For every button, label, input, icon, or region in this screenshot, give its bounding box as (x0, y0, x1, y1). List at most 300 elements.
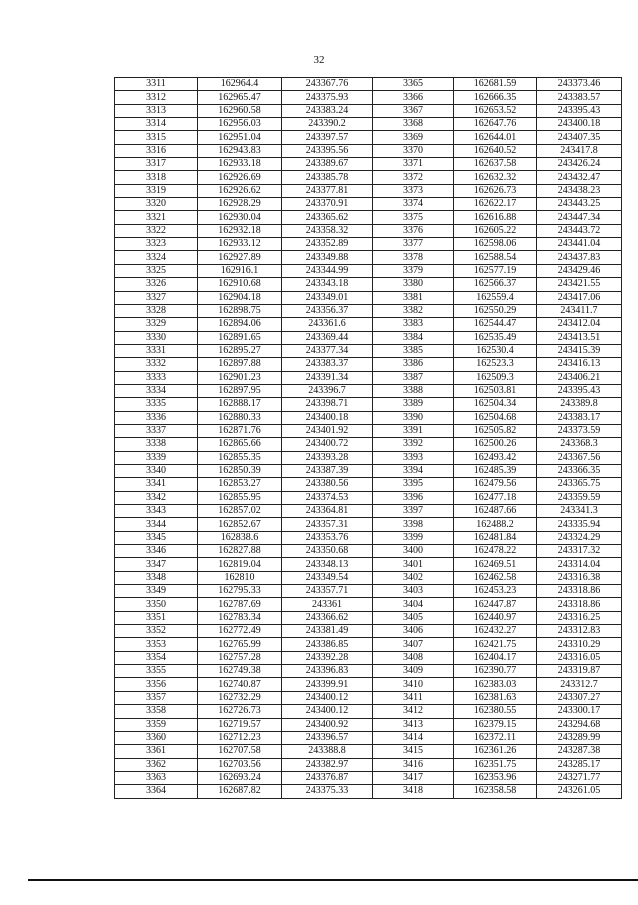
table-cell: 243412.04 (537, 318, 622, 331)
table-cell: 162432.27 (454, 625, 537, 638)
table-cell: 243318.86 (537, 585, 622, 598)
table-cell: 162616.88 (454, 211, 537, 224)
table-cell: 3418 (373, 785, 454, 798)
table-cell: 162895.27 (198, 344, 282, 357)
table-cell: 162880.33 (198, 411, 282, 424)
table-cell: 162910.68 (198, 278, 282, 291)
table-cell: 162666.35 (454, 91, 537, 104)
table-cell: 243349.88 (282, 251, 373, 264)
table-cell: 3387 (373, 371, 454, 384)
table-row (115, 118, 622, 131)
table-cell: 162681.59 (454, 78, 537, 91)
table-cell: 243377.34 (282, 344, 373, 357)
table-cell: 162640.52 (454, 144, 537, 157)
footer-rule (28, 879, 638, 881)
table-cell: 243349.54 (282, 571, 373, 584)
table-cell: 243374.53 (282, 491, 373, 504)
table-cell: 243391.34 (282, 371, 373, 384)
table-cell: 3338 (115, 438, 198, 451)
table-cell: 243401.92 (282, 424, 373, 437)
table-row (115, 585, 622, 598)
table-row (115, 371, 622, 384)
table-cell: 3360 (115, 731, 198, 744)
table-cell: 162888.17 (198, 398, 282, 411)
table-cell: 162598.06 (454, 238, 537, 251)
table-cell: 162653.52 (454, 104, 537, 117)
table-cell: 162469.51 (454, 558, 537, 571)
table-cell: 243429.46 (537, 264, 622, 277)
table-cell: 243335.94 (537, 518, 622, 531)
table-row (115, 745, 622, 758)
table-cell: 243300.17 (537, 705, 622, 718)
table-cell: 3407 (373, 638, 454, 651)
table-cell: 243271.77 (537, 771, 622, 784)
table-cell: 3319 (115, 184, 198, 197)
table-cell: 243358.32 (282, 224, 373, 237)
table-cell: 243400.72 (282, 438, 373, 451)
table-cell: 243400.18 (282, 411, 373, 424)
table-cell: 162383.03 (454, 678, 537, 691)
table-cell: 3342 (115, 491, 198, 504)
table-cell: 243381.49 (282, 625, 373, 638)
table-cell: 3323 (115, 238, 198, 251)
table-cell: 162707.58 (198, 745, 282, 758)
table-cell: 3352 (115, 625, 198, 638)
table-cell: 162850.39 (198, 464, 282, 477)
table-cell: 243438.23 (537, 184, 622, 197)
table-cell: 3344 (115, 518, 198, 531)
table-cell: 3359 (115, 718, 198, 731)
table-cell: 243370.91 (282, 198, 373, 211)
table-cell: 162453.23 (454, 585, 537, 598)
table-cell: 3393 (373, 451, 454, 464)
table-row (115, 104, 622, 117)
table-cell: 162757.28 (198, 651, 282, 664)
table-cell: 162509.3 (454, 371, 537, 384)
table-cell: 3343 (115, 505, 198, 518)
table-cell: 162493.42 (454, 451, 537, 464)
table-row (115, 758, 622, 771)
table-row (115, 198, 622, 211)
table-cell: 162644.01 (454, 131, 537, 144)
table-cell: 3370 (373, 144, 454, 157)
table-cell: 243437.83 (537, 251, 622, 264)
table-cell: 3413 (373, 718, 454, 731)
table-cell: 162605.22 (454, 224, 537, 237)
table-cell: 243316.05 (537, 651, 622, 664)
table-cell: 162956.03 (198, 118, 282, 131)
table-cell: 243415.39 (537, 344, 622, 357)
table-cell: 162351.75 (454, 758, 537, 771)
table-row (115, 398, 622, 411)
table-cell: 162926.62 (198, 184, 282, 197)
table-row (115, 144, 622, 157)
table-cell: 243312.7 (537, 678, 622, 691)
table-cell: 3318 (115, 171, 198, 184)
table-cell: 162855.35 (198, 451, 282, 464)
table-cell: 3361 (115, 745, 198, 758)
table-cell: 3346 (115, 545, 198, 558)
table-cell: 3408 (373, 651, 454, 664)
table-cell: 243287.38 (537, 745, 622, 758)
table-row (115, 785, 622, 798)
table-cell: 3322 (115, 224, 198, 237)
table-cell: 162478.22 (454, 545, 537, 558)
table-cell: 3388 (373, 384, 454, 397)
table-cell: 162772.49 (198, 625, 282, 638)
table-cell: 243375.93 (282, 91, 373, 104)
table-cell: 162795.33 (198, 585, 282, 598)
table-cell: 162379.15 (454, 718, 537, 731)
table-row (115, 638, 622, 651)
table-row (115, 705, 622, 718)
table-cell: 3317 (115, 158, 198, 171)
table-cell: 3369 (373, 131, 454, 144)
table-cell: 162481.84 (454, 531, 537, 544)
table-cell: 243399.91 (282, 678, 373, 691)
table-cell: 162965.47 (198, 91, 282, 104)
table-cell: 162951.04 (198, 131, 282, 144)
table-cell: 3411 (373, 691, 454, 704)
table-cell: 243344.99 (282, 264, 373, 277)
table-cell: 162932.18 (198, 224, 282, 237)
table-cell: 243400.92 (282, 718, 373, 731)
table-cell: 3329 (115, 318, 198, 331)
table-cell: 162904.18 (198, 291, 282, 304)
table-cell: 243432.47 (537, 171, 622, 184)
table-cell: 162930.04 (198, 211, 282, 224)
table-cell: 162353.96 (454, 771, 537, 784)
table-cell: 3365 (373, 78, 454, 91)
table-cell: 243382.97 (282, 758, 373, 771)
table-cell: 162960.58 (198, 104, 282, 117)
table-cell: 3405 (373, 611, 454, 624)
table-cell: 162810 (198, 571, 282, 584)
table-cell: 3385 (373, 344, 454, 357)
table-cell: 162504.68 (454, 411, 537, 424)
table-cell: 162361.26 (454, 745, 537, 758)
table-cell: 162871.76 (198, 424, 282, 437)
table-cell: 243447.34 (537, 211, 622, 224)
table-row (115, 318, 622, 331)
table-cell: 243317.32 (537, 545, 622, 558)
table-cell: 243396.57 (282, 731, 373, 744)
table-row (115, 665, 622, 678)
table-cell: 3381 (373, 291, 454, 304)
table-row (115, 158, 622, 171)
table-cell: 243411.7 (537, 304, 622, 317)
table-cell: 162637.58 (454, 158, 537, 171)
table-cell: 243361 (282, 598, 373, 611)
table-cell: 243316.25 (537, 611, 622, 624)
table-cell: 162421.75 (454, 638, 537, 651)
table-cell: 3416 (373, 758, 454, 771)
table-row (115, 304, 622, 317)
table-cell: 162891.65 (198, 331, 282, 344)
table-cell: 3364 (115, 785, 198, 798)
table-row (115, 598, 622, 611)
table-cell: 3398 (373, 518, 454, 531)
table-cell: 3312 (115, 91, 198, 104)
table-row (115, 518, 622, 531)
table-cell: 3410 (373, 678, 454, 691)
table-cell: 243443.25 (537, 198, 622, 211)
table-cell: 243285.17 (537, 758, 622, 771)
table-row (115, 731, 622, 744)
table-row (115, 678, 622, 691)
table-cell: 162897.95 (198, 384, 282, 397)
table-cell: 162577.19 (454, 264, 537, 277)
table-cell: 162530.4 (454, 344, 537, 357)
table-cell: 162390.77 (454, 665, 537, 678)
table-cell: 162787.69 (198, 598, 282, 611)
table-cell: 3321 (115, 211, 198, 224)
table-cell: 162732.29 (198, 691, 282, 704)
table-cell: 3349 (115, 585, 198, 598)
table-cell: 3400 (373, 545, 454, 558)
table-cell: 3373 (373, 184, 454, 197)
table-cell: 243386.85 (282, 638, 373, 651)
table-cell: 3356 (115, 678, 198, 691)
table-cell: 3390 (373, 411, 454, 424)
table-cell: 3326 (115, 278, 198, 291)
table-cell: 243357.31 (282, 518, 373, 531)
table-cell: 3403 (373, 585, 454, 598)
table-row (115, 571, 622, 584)
table-cell: 162626.73 (454, 184, 537, 197)
table-cell: 3320 (115, 198, 198, 211)
table-cell: 162440.97 (454, 611, 537, 624)
table-cell: 162487.66 (454, 505, 537, 518)
table-cell: 162566.37 (454, 278, 537, 291)
table-cell: 243380.56 (282, 478, 373, 491)
table-cell: 162485.39 (454, 464, 537, 477)
table-cell: 243373.59 (537, 424, 622, 437)
table-row (115, 251, 622, 264)
table-cell: 243383.37 (282, 358, 373, 371)
table-cell: 162783.34 (198, 611, 282, 624)
table-cell: 3328 (115, 304, 198, 317)
table-cell: 3412 (373, 705, 454, 718)
table-cell: 243397.57 (282, 131, 373, 144)
table-cell: 243407.35 (537, 131, 622, 144)
table-cell: 3374 (373, 198, 454, 211)
table-cell: 3335 (115, 398, 198, 411)
table-cell: 243349.01 (282, 291, 373, 304)
table-cell: 243416.13 (537, 358, 622, 371)
table-cell: 243443.72 (537, 224, 622, 237)
table-cell: 243398.71 (282, 398, 373, 411)
coordinates-table-body (115, 78, 622, 799)
table-cell: 3330 (115, 331, 198, 344)
table-cell: 243383.57 (537, 91, 622, 104)
table-cell: 162865.66 (198, 438, 282, 451)
table-cell: 243367.76 (282, 78, 373, 91)
table-cell: 243389.67 (282, 158, 373, 171)
table-cell: 3339 (115, 451, 198, 464)
table-row (115, 611, 622, 624)
table-row (115, 344, 622, 357)
table-cell: 162504.34 (454, 398, 537, 411)
table-cell: 3414 (373, 731, 454, 744)
table-cell: 3392 (373, 438, 454, 451)
table-cell: 162404.17 (454, 651, 537, 664)
table-row (115, 718, 622, 731)
table-cell: 3362 (115, 758, 198, 771)
table-cell: 243365.75 (537, 478, 622, 491)
table-cell: 243352.89 (282, 238, 373, 251)
table-cell: 3351 (115, 611, 198, 624)
table-cell: 162622.17 (454, 198, 537, 211)
table-cell: 3332 (115, 358, 198, 371)
table-cell: 3378 (373, 251, 454, 264)
table-cell: 3371 (373, 158, 454, 171)
table-cell: 162550.29 (454, 304, 537, 317)
table-cell: 3333 (115, 371, 198, 384)
table-cell: 3402 (373, 571, 454, 584)
table-cell: 243365.62 (282, 211, 373, 224)
table-row (115, 505, 622, 518)
table-cell: 243375.33 (282, 785, 373, 798)
table-cell: 162916.1 (198, 264, 282, 277)
table-row (115, 558, 622, 571)
table-cell: 243261.05 (537, 785, 622, 798)
table-cell: 3314 (115, 118, 198, 131)
table-row (115, 438, 622, 451)
table-cell: 3331 (115, 344, 198, 357)
table-cell: 3327 (115, 291, 198, 304)
table-cell: 3391 (373, 424, 454, 437)
table-row (115, 78, 622, 91)
table-cell: 162479.56 (454, 478, 537, 491)
table-row (115, 771, 622, 784)
table-cell: 162819.04 (198, 558, 282, 571)
table-cell: 243392.28 (282, 651, 373, 664)
table-row (115, 531, 622, 544)
table-cell: 243400.12 (282, 705, 373, 718)
table-cell: 162926.69 (198, 171, 282, 184)
table-cell: 162381.63 (454, 691, 537, 704)
table-cell: 3311 (115, 78, 198, 91)
table-cell: 3348 (115, 571, 198, 584)
table-cell: 162740.87 (198, 678, 282, 691)
table-cell: 3350 (115, 598, 198, 611)
table-cell: 162647.76 (454, 118, 537, 131)
table-cell: 243417.06 (537, 291, 622, 304)
table-row (115, 291, 622, 304)
table-cell: 162765.99 (198, 638, 282, 651)
table-cell: 243393.28 (282, 451, 373, 464)
table-cell: 3347 (115, 558, 198, 571)
table-cell: 3358 (115, 705, 198, 718)
table-cell: 243389.8 (537, 398, 622, 411)
table-cell: 243395.56 (282, 144, 373, 157)
table-cell: 3375 (373, 211, 454, 224)
table-cell: 162897.88 (198, 358, 282, 371)
table-cell: 243387.39 (282, 464, 373, 477)
table-cell: 3379 (373, 264, 454, 277)
table-row (115, 491, 622, 504)
table-cell: 162749.38 (198, 665, 282, 678)
table-cell: 162928.29 (198, 198, 282, 211)
table-cell: 162632.32 (454, 171, 537, 184)
table-cell: 3372 (373, 171, 454, 184)
table-cell: 243377.81 (282, 184, 373, 197)
table-cell: 3325 (115, 264, 198, 277)
table-cell: 243366.35 (537, 464, 622, 477)
table-cell: 243388.8 (282, 745, 373, 758)
table-row (115, 358, 622, 371)
table-cell: 243289.99 (537, 731, 622, 744)
table-cell: 162719.57 (198, 718, 282, 731)
table-cell: 3363 (115, 771, 198, 784)
table-cell: 162687.82 (198, 785, 282, 798)
table-cell: 243376.87 (282, 771, 373, 784)
table-cell: 3394 (373, 464, 454, 477)
table-row (115, 545, 622, 558)
table-cell: 162964.4 (198, 78, 282, 91)
table-cell: 162943.83 (198, 144, 282, 157)
table-cell: 243350.68 (282, 545, 373, 558)
table-cell: 3366 (373, 91, 454, 104)
table-cell: 162693.24 (198, 771, 282, 784)
table-cell: 243426.24 (537, 158, 622, 171)
table-cell: 3354 (115, 651, 198, 664)
table-row (115, 651, 622, 664)
table-cell: 243366.62 (282, 611, 373, 624)
table-cell: 3353 (115, 638, 198, 651)
table-cell: 162703.56 (198, 758, 282, 771)
table-cell: 243417.8 (537, 144, 622, 157)
table-row (115, 238, 622, 251)
table-cell: 243406.21 (537, 371, 622, 384)
table-cell: 162588.54 (454, 251, 537, 264)
table-cell: 162712.23 (198, 731, 282, 744)
table-cell: 162559.4 (454, 291, 537, 304)
table-row (115, 478, 622, 491)
table-cell: 3376 (373, 224, 454, 237)
table-cell: 3355 (115, 665, 198, 678)
table-cell: 162894.06 (198, 318, 282, 331)
table-cell: 243383.24 (282, 104, 373, 117)
table-cell: 243390.2 (282, 118, 373, 131)
table-cell: 243396.83 (282, 665, 373, 678)
table-cell: 243368.3 (537, 438, 622, 451)
table-cell: 3324 (115, 251, 198, 264)
table-cell: 243364.81 (282, 505, 373, 518)
table-cell: 243294.68 (537, 718, 622, 731)
table-cell: 3396 (373, 491, 454, 504)
coordinates-table (114, 77, 622, 799)
table-row (115, 691, 622, 704)
table-cell: 3386 (373, 358, 454, 371)
table-cell: 243348.13 (282, 558, 373, 571)
table-cell: 3380 (373, 278, 454, 291)
table-row (115, 264, 622, 277)
table-cell: 162827.88 (198, 545, 282, 558)
table-row (115, 91, 622, 104)
table-cell: 3409 (373, 665, 454, 678)
table-cell: 3345 (115, 531, 198, 544)
table-cell: 3395 (373, 478, 454, 491)
table-cell: 162380.55 (454, 705, 537, 718)
table-cell: 243395.43 (537, 104, 622, 117)
table-row (115, 331, 622, 344)
table-cell: 162505.82 (454, 424, 537, 437)
table-cell: 162857.02 (198, 505, 282, 518)
table-cell: 162462.58 (454, 571, 537, 584)
table-cell: 243421.55 (537, 278, 622, 291)
